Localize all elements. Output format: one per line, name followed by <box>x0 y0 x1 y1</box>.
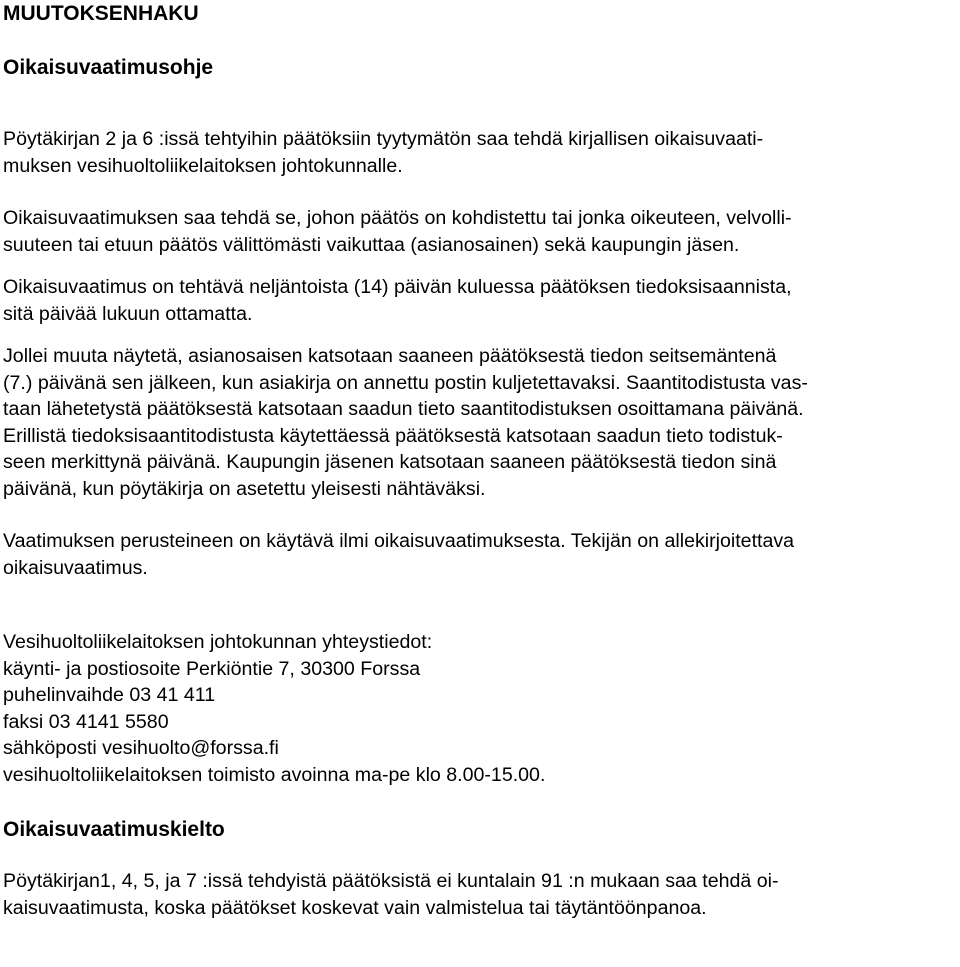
text-line: Oikaisuvaatimuksen saa tehdä se, johon päätös on kohdistettu tai jonka oikeuteen, velvolli- <box>3 207 792 229</box>
document-page <box>3 0 957 921</box>
text-line: sitä päivää lukuun ottamatta. <box>3 302 253 325</box>
text-line: Pöytäkirjan 2 ja 6 :issä tehtyihin päätöksiin tyytymätön saa tehdä kirjallisen oikaisuvaati- <box>3 128 764 150</box>
contact-address: käynti- ja postiosoite Perkiöntie 7, 30300 Forssa <box>3 657 421 680</box>
contact-email: sähköposti vesihuolto@forssa.fi <box>3 737 279 759</box>
text-line: (7.) päivänä sen jälkeen, kun asiakirja on annettu postin kuljetettavaksi. Saantitodistusta vas- <box>3 371 808 394</box>
paragraph-who-may-appeal <box>3 205 957 258</box>
paragraph-appeal-deadline <box>3 274 957 327</box>
text-line: Vaatimuksen perusteineen on käytävä ilmi oikaisuvaatimuksesta. Tekijän on allekirjoitettava <box>3 530 795 552</box>
section-heading-oikaisuvaatimuskielto: Oikaisuvaatimuskielto <box>3 818 225 841</box>
text-line: suuteen tai etuun päätös välittömästi vaikuttaa (asianosainen) sekä kaupungin jäsen. <box>3 233 740 256</box>
contact-office-hours: vesihuoltoliikelaitoksen toimisto avoinna ma-pe klo 8.00-15.00. <box>3 763 546 786</box>
contact-heading: Vesihuoltoliikelaitoksen johtokunnan yhteystiedot: <box>3 631 433 653</box>
section-heading-oikaisuvaatimusohje: Oikaisuvaatimusohje <box>3 56 214 79</box>
paragraph-notification-rules <box>3 343 957 502</box>
text-line: kaisuvaatimusta, koska päätökset koskevat vain valmistelua tai täytäntöönpanoa. <box>3 896 707 919</box>
text-line: seen merkittynä päivänä. Kaupungin jäsenen katsotaan saaneen päätöksestä tiedon sinä <box>3 451 777 473</box>
contact-fax: faksi 03 4141 5580 <box>3 710 169 733</box>
paragraph-appeal-right <box>3 126 957 179</box>
contact-phone: puhelinvaihde 03 41 411 <box>3 684 216 706</box>
text-line: muksen vesihuoltoliikelaitoksen johtokunnalle. <box>3 154 403 177</box>
text-line: Oikaisuvaatimus on tehtävä neljäntoista (14) päivän kuluessa päätöksen tiedoksisaannista, <box>3 276 792 298</box>
text-line: Erillistä tiedoksisaantitodistusta käytettäessä päätöksestä katsotaan saadun tieto todistuk- <box>3 424 783 447</box>
text-line: oikaisuvaatimus. <box>3 556 148 579</box>
text-line: taan lähetetystä päätöksestä katsotaan saadun tieto saantitodistuksen osoittamana päivänä. <box>3 398 804 420</box>
paragraph-appeal-content <box>3 528 957 581</box>
text-line: päivänä, kun pöytäkirja on asetettu yleisesti nähtäväksi. <box>3 477 486 500</box>
text-line: Pöytäkirjan1, 4, 5, ja 7 :issä tehdyistä päätöksistä ei kuntalain 91 :n mukaan saa tehdä oi- <box>3 870 779 892</box>
text-line: Jollei muuta näytetä, asianosaisen katsotaan saaneen päätöksestä tiedon seitsemäntenä <box>3 345 777 367</box>
paragraph-appeal-prohibition <box>3 868 957 921</box>
contact-information <box>3 629 957 788</box>
document-title: MUUTOKSENHAKU <box>3 2 199 25</box>
